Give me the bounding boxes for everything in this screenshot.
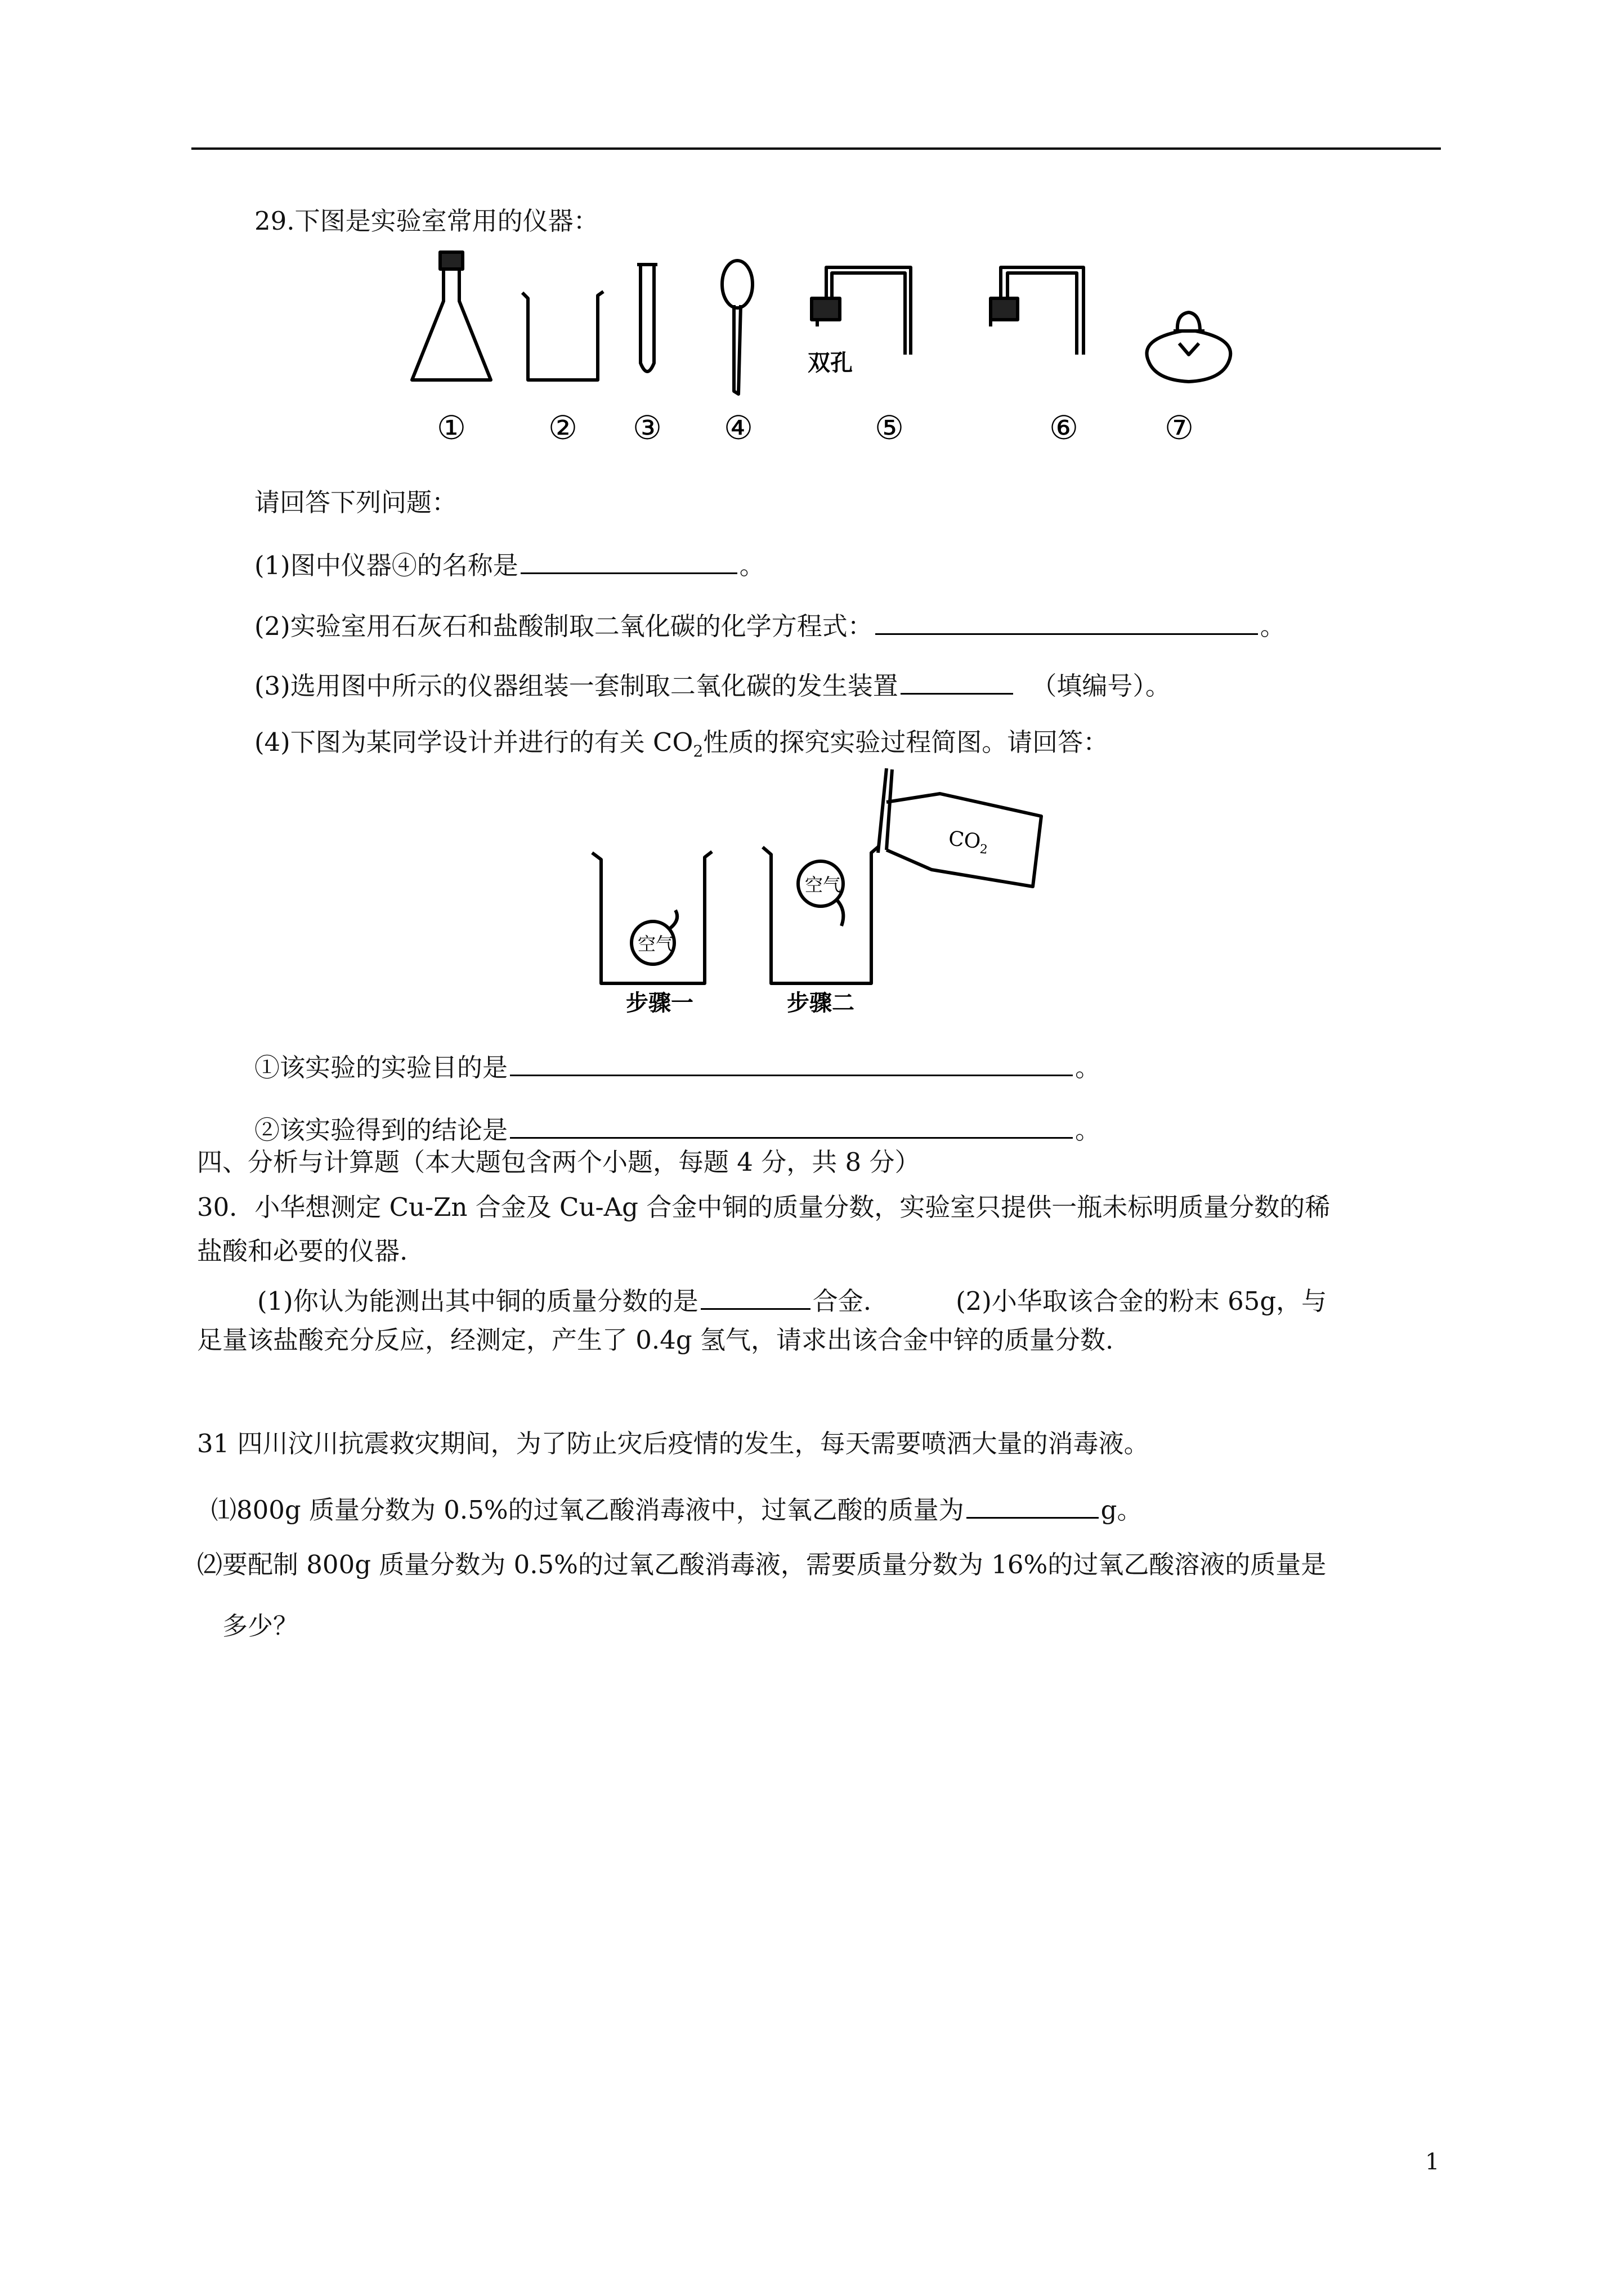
answer-blank-3[interactable] (901, 668, 1013, 695)
q30-line2: 盐酸和必要的仪器. (197, 1236, 408, 1266)
stopper-label: 双孔 (808, 350, 853, 376)
answer-blank-2[interactable] (875, 608, 1258, 635)
q29-prompt: 请回答下列问题： (254, 487, 458, 517)
co2-experiment-figure (580, 763, 1064, 1027)
balloon-label-2: 空气 (805, 874, 841, 896)
test-tube-icon (637, 265, 657, 372)
balloon-label-1: 空气 (638, 933, 674, 955)
beaker-step2-icon (763, 846, 879, 983)
q30-line3: (1)你认为能测出其中铜的质量分数的是 合金. (2)小华取该合金的粉末 65g，与 (257, 1283, 1327, 1314)
q29-title: 29.下图是实验室常用的仪器： (254, 206, 599, 236)
q30-line1: 30．小华想测定 Cu-Zn 合金及 Cu-Ag 合金中铜的质量分数，实验室只提供一瓶未标明质量分数的稀 (197, 1192, 1331, 1222)
answer-blank-7[interactable] (966, 1492, 1099, 1519)
instruments-figure (394, 242, 1250, 462)
step1-label: 步骤一 (626, 990, 693, 1016)
q29-sub2: ②该实验得到的结论是 。 (254, 1112, 1100, 1143)
answer-blank-5[interactable] (510, 1112, 1073, 1139)
q29-part3: (3)选用图中所示的仪器组装一套制取二氧化碳的发生装置 （填编号）。 (254, 668, 1171, 699)
instrument-label-1: ① (437, 409, 466, 447)
co2-bottle-icon (878, 768, 1041, 887)
q29-part1: (1)图中仪器④的名称是 。 (254, 547, 765, 578)
two-hole-stopper-icon (812, 267, 911, 355)
step2-label: 步骤二 (787, 990, 854, 1016)
beaker-icon (522, 292, 603, 380)
q31-line2: ⑴800g 质量分数为 0.5%的过氧乙酸消毒液中，过氧乙酸的质量为 g。 (211, 1492, 1142, 1523)
q29-sub1: ①该实验的实验目的是 。 (254, 1049, 1100, 1080)
q30-line4: 足量该盐酸充分反应，经测定，产生了 0.4g 氢气，请求出该合金中锌的质量分数. (197, 1325, 1114, 1355)
instrument-label-2: ② (548, 409, 577, 447)
answer-blank-4[interactable] (510, 1049, 1073, 1076)
page-number: 1 (1425, 2149, 1440, 2175)
instrument-label-6: ⑥ (1049, 409, 1078, 447)
alcohol-lamp-icon (1147, 312, 1231, 382)
answer-blank-1[interactable] (521, 547, 737, 574)
q31-line1: 31 四川汶川抗震救灾期间，为了防止灾后疫情的发生，每天需要喷洒大量的消毒液。 (197, 1429, 1149, 1458)
instrument-label-7: ⑦ (1165, 409, 1194, 447)
conical-flask-icon (412, 252, 491, 380)
instrument-label-4: ④ (724, 409, 753, 447)
q29-part4: (4)下图为某同学设计并进行的有关 $CO_2$性质的探究实验过程简图。请回答： (254, 727, 1109, 760)
q29-part2: (2)实验室用石灰石和盐酸制取二氧化碳的化学方程式： 。 (254, 608, 1286, 639)
one-hole-stopper-icon (991, 267, 1083, 355)
funnel-icon (722, 261, 753, 394)
instrument-label-3: ③ (633, 409, 662, 447)
q31-line3: ⑵要配制 800g 质量分数为 0.5%的过氧乙酸消毒液，需要质量分数为 16%的过氧乙酸溶液的质量是 (197, 1550, 1327, 1579)
section-4-heading: 四、分析与计算题（本大题包含两个小题，每题 4 分，共 8 分） (197, 1147, 920, 1177)
q31-line4: 多少？ (222, 1611, 299, 1641)
bottle-label: $CO_2$ (947, 827, 988, 857)
instrument-label-5: ⑤ (875, 409, 904, 447)
answer-blank-6[interactable] (701, 1283, 811, 1310)
header-rule (191, 147, 1441, 150)
